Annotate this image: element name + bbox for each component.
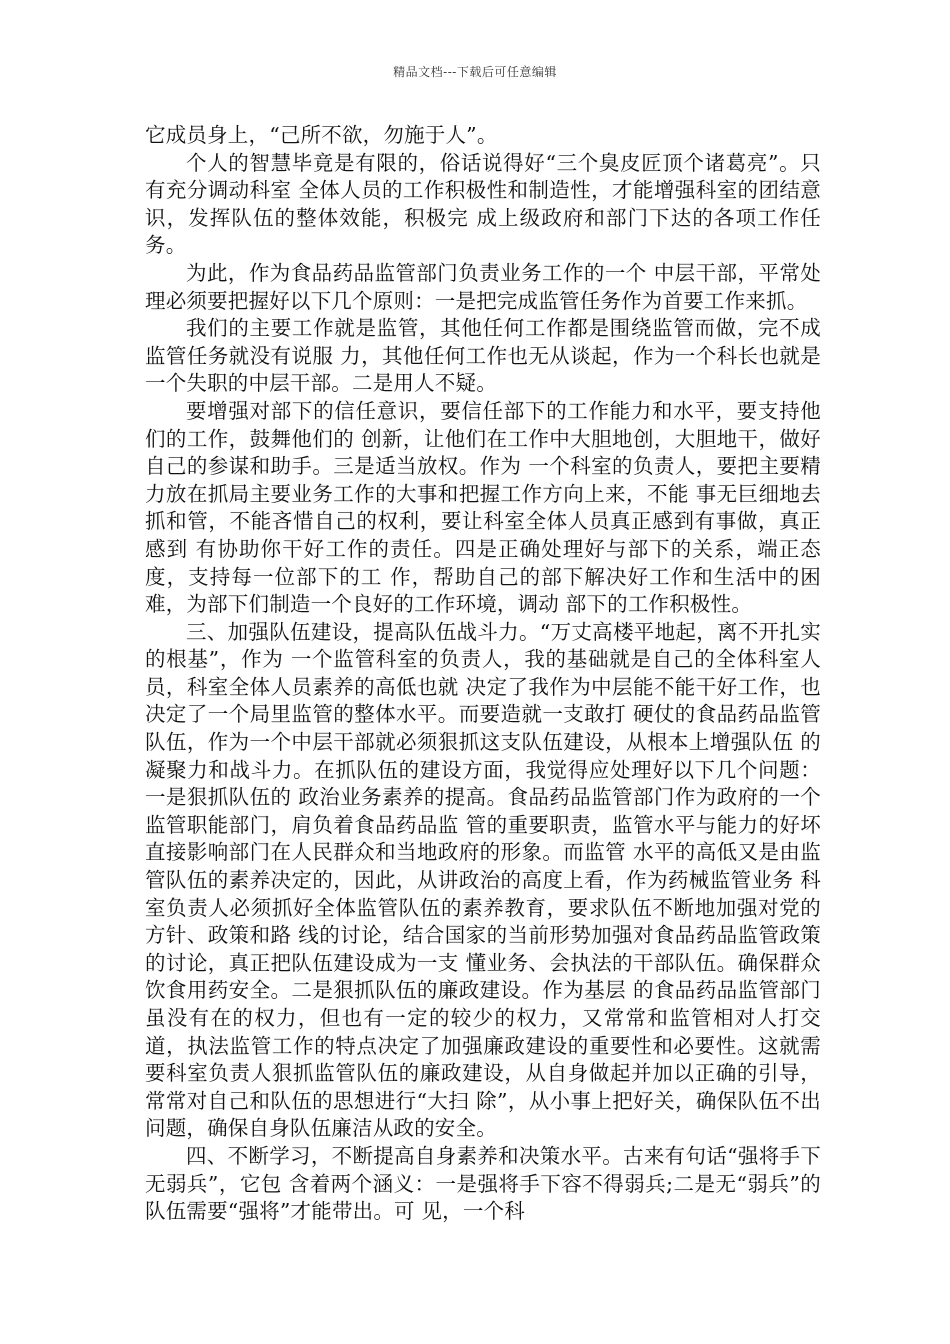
paragraph-7: 四、不断学习，不断提高自身素养和决策水平。古来有句话“强将手下无弱兵”，它包 含着两个涵义：一是强将手下容不得弱兵;二是无“弱兵”的队伍需要“强将”才能带出。可 见，一个科 [145, 1143, 821, 1224]
page-header: 精品文档---下载后可任意编辑 [393, 65, 557, 79]
document-body [145, 122, 821, 1226]
paragraph-5: 要增强对部下的信任意识，要信任部下的工作能力和水平，要支持他们的工作，鼓舞他们的 创新，让他们在工作中大胆地创，大胆地干，做好自己的参谋和助手。三是适当放权。作为 一个科室的负责人，要把主要精力放在抓局主要业务工作的大事和把握工作方向上来，不能 事无巨细地去抓和管，不能吝惜自己的权利，要让科室全体人员真正感到有事做，真正感到 有协助你干好工作的责任。四是正确处理好与部下的关系，端正态度，支持每一位部下的工 作，帮助自己的部下解决好工作和生活中的困难，为部下们制造一个良好的工作环境，调动 部下的工作积极性。 [145, 398, 821, 617]
paragraph-4: 我们的主要工作就是监管，其他任何工作都是围绕监管而做，完不成监管任务就没有说服 力，其他任何工作也无从谈起，作为一个科长也就是一个失职的中层干部。二是用人不疑。 [145, 316, 821, 396]
paragraph-1: 它成员身上，“己所不欲，勿施于人”。 [145, 123, 498, 147]
paragraph-2: 个人的智慧毕竟是有限的，俗话说得好“三个臭皮匠顶个诸葛亮”。只有充分调动科室 全体人员的工作积极性和制造性，才能增强科室的团结意识，发挥队伍的整体效能，积极完 成上级政府和部门下达的各项工作任务。 [145, 150, 821, 258]
paragraph-3: 为此，作为食品药品监管部门负责业务工作的一个 中层干部，平常处理必须要把握好以下几个原则：一是把完成监管任务作为首要工作来抓。 [145, 260, 821, 313]
paragraph-6: 三、加强队伍建设，提高队伍战斗力。“万丈高楼平地起，离不开扎实的根基”，作为 一个监管科室的负责人，我的基础就是自己的全体科室人员，科室全体人员素养的高低也就 决定了我作为中层能不能干好工作，也决定了一个局里监管的整体水平。而要造就一支敢打 硬仗的食品药品监管队伍，作为一个中层干部就必须狠抓这支队伍建设，从根本上增强队伍 的凝聚力和战斗力。在抓队伍的建设方面，我觉得应处理好以下几个问题：一是狠抓队伍的 政治业务素养的提高。食品药品监管部门作为政府的一个监管职能部门，肩负着食品药品监 管的重要职责，监管水平与能力的好坏直接影响部门在人民群众和当地政府的形象。而监管 水平的高低又是由监管队伍的素养决定的，因此，从讲政治的高度上看，作为药械监管业务 科室负责人必须抓好全体监管队伍的素养教育，要求队伍不断地加强对党的方针、政策和路 线的讨论，结合国家的当前形势加强对食品药品监管政策的讨论，真正把队伍建设成为一支 懂业务、会执法的干部队伍。确保群众饮食用药安全。二是狠抓队伍的廉政建设。作为基层 的食品药品监管部门虽没有在的权力，但也有一定的较少的权力，又常常和监管相对人打交 道，执法监管工作的特点决定了加强廉政建设的重要性和必要性。这就需要科室负责人狠抓监管队伍的廉政建设，从自身做起并加以正确的引导，常常对自己和队伍的思想进行“大扫 除”，从小事上把好关，确保队伍不出问题，确保自身队伍廉洁从政的安全。 [145, 619, 821, 1141]
